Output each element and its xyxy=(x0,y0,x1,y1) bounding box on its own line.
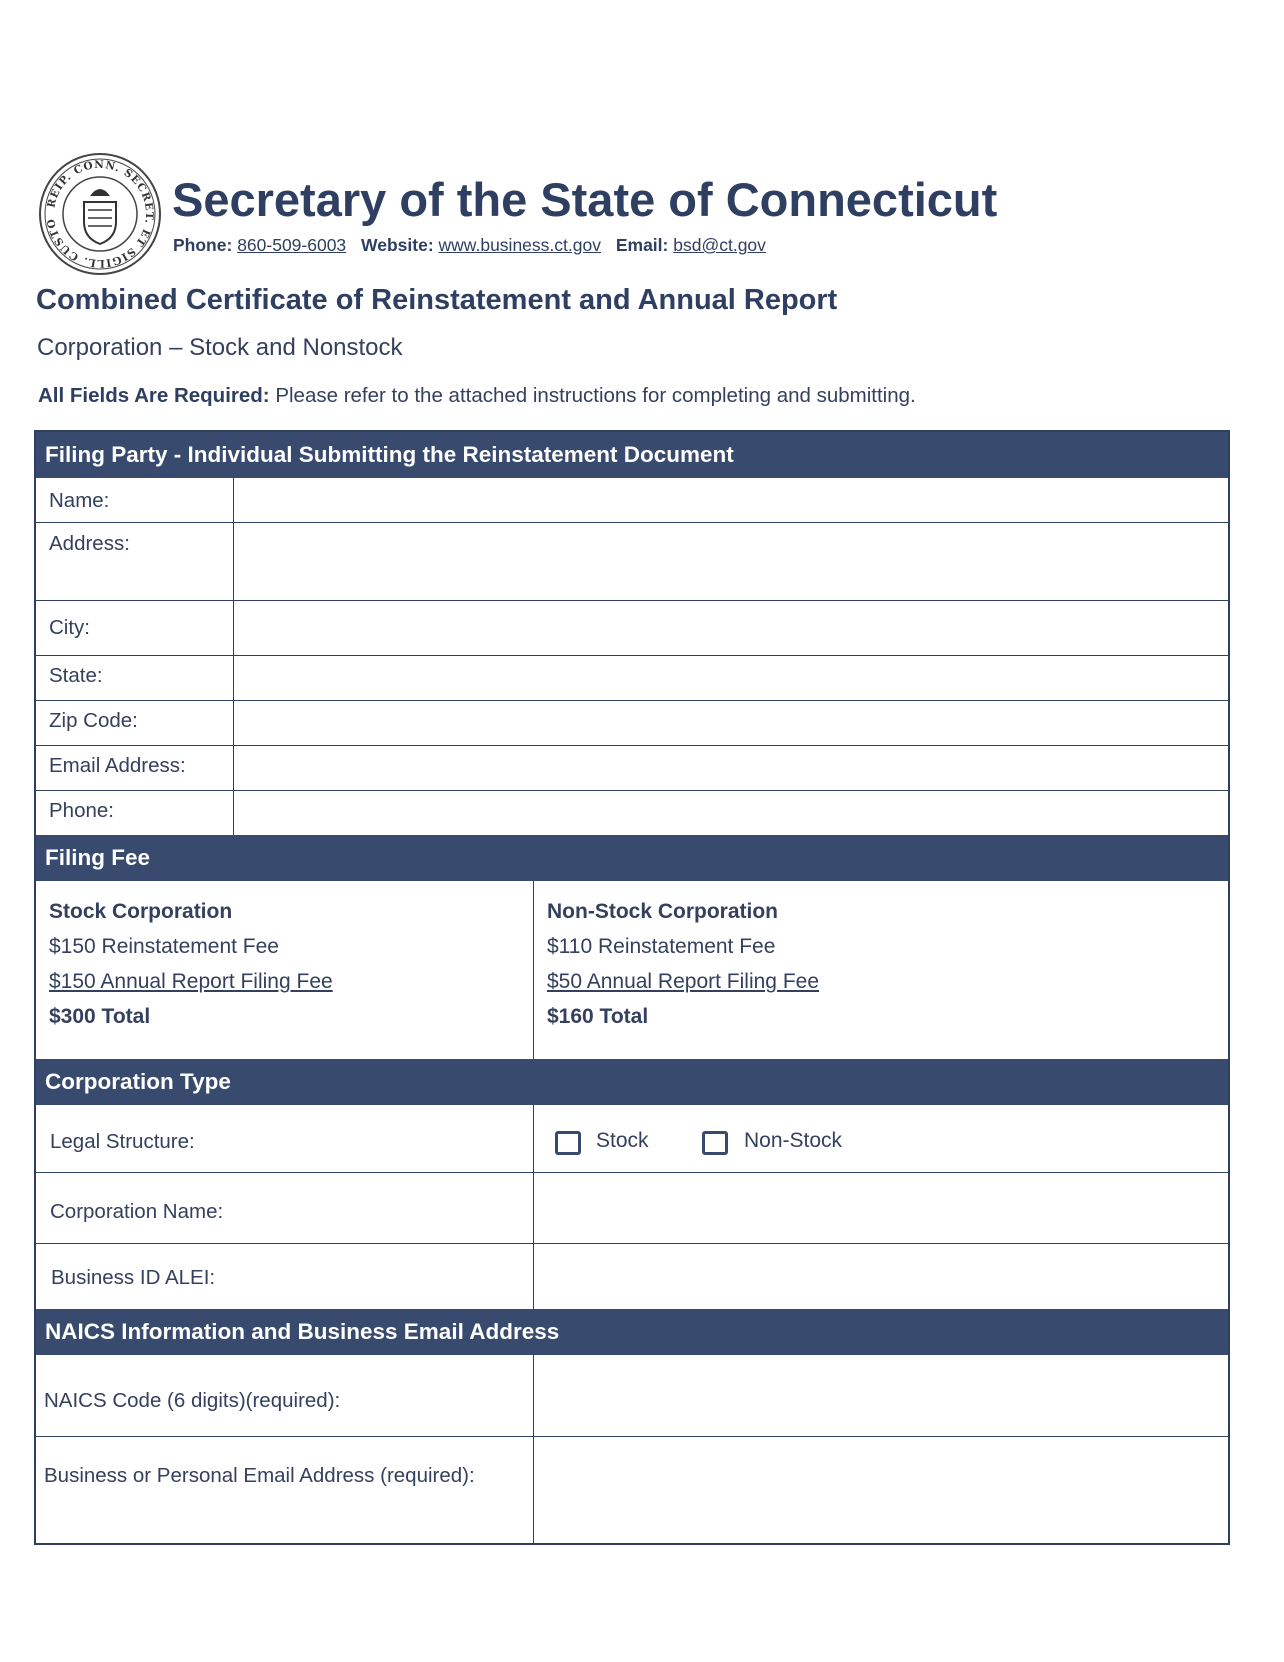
corporation-name-label: Corporation Name: xyxy=(50,1200,224,1223)
required-note xyxy=(38,384,916,408)
city-field[interactable] xyxy=(234,601,1228,655)
section-header-corporation-type: Corporation Type xyxy=(36,1059,1228,1105)
stock-fee-title: Stock Corporation xyxy=(49,900,233,923)
naics-code-field[interactable] xyxy=(534,1355,1228,1436)
email-label: Email: xyxy=(615,235,669,255)
phone-field-label: Phone: xyxy=(49,799,114,822)
business-email-field[interactable] xyxy=(534,1437,1228,1543)
reinstatement-form xyxy=(34,430,1230,1545)
business-id-label: Business ID ALEI: xyxy=(51,1266,216,1289)
email-address-label: Email Address: xyxy=(49,754,186,777)
phone-field[interactable] xyxy=(234,791,1228,835)
email-link[interactable]: bsd@ct.gov xyxy=(673,235,766,255)
zip-code-field[interactable] xyxy=(234,701,1228,745)
nonstock-fee-total: $160 Total xyxy=(547,1005,649,1028)
website-label: Website: xyxy=(361,235,434,255)
contact-line xyxy=(173,235,776,256)
naics-code-label: NAICS Code (6 digits)(required): xyxy=(44,1389,341,1412)
stock-annual-report-fee: $150 Annual Report Filing Fee xyxy=(49,970,333,993)
required-label: All Fields Are Required: xyxy=(38,384,270,407)
state-label: State: xyxy=(49,664,103,687)
document-subtitle: Corporation – Stock and Nonstock xyxy=(37,334,403,361)
address-label: Address: xyxy=(49,532,130,555)
business-id-field[interactable] xyxy=(534,1244,1228,1309)
corporation-name-field[interactable] xyxy=(534,1173,1228,1243)
stock-option-label: Stock xyxy=(596,1129,649,1152)
section-header-naics: NAICS Information and Business Email Address xyxy=(36,1309,1228,1355)
organization-name: Secretary of the State of Connecticut xyxy=(172,173,998,226)
non-stock-checkbox[interactable] xyxy=(702,1131,728,1155)
state-field[interactable] xyxy=(234,656,1228,700)
phone-link[interactable]: 860-509-6003 xyxy=(237,235,347,255)
required-text: Please refer to the attached instructions for completing and submitting. xyxy=(275,384,916,407)
stock-fee-total: $300 Total xyxy=(49,1005,151,1028)
stock-fee-block xyxy=(49,894,333,1034)
section-header-filing-party: Filing Party - Individual Submitting the Reinstatement Document xyxy=(36,432,1228,478)
stock-checkbox[interactable] xyxy=(555,1131,581,1155)
nonstock-reinstatement-fee: $110 Reinstatement Fee xyxy=(547,935,776,958)
document-title: Combined Certificate of Reinstatement and Annual Report xyxy=(36,284,838,316)
nonstock-fee-block xyxy=(547,894,819,1034)
seal-text: REIP. CONN. SECRET. ET SIGILL. CUSTO xyxy=(45,158,156,270)
legal-structure-label: Legal Structure: xyxy=(50,1130,195,1153)
address-field[interactable] xyxy=(234,523,1228,600)
zip-code-label: Zip Code: xyxy=(49,709,138,732)
non-stock-option-label: Non-Stock xyxy=(744,1129,843,1152)
email-address-field[interactable] xyxy=(234,746,1228,790)
website-link[interactable]: www.business.ct.gov xyxy=(438,235,601,255)
name-field[interactable] xyxy=(234,478,1228,522)
state-seal-logo xyxy=(38,152,162,276)
business-email-label: Business or Personal Email Address (required): xyxy=(44,1464,475,1487)
nonstock-fee-title: Non-Stock Corporation xyxy=(547,900,778,923)
nonstock-annual-report-fee: $50 Annual Report Filing Fee xyxy=(547,970,820,993)
phone-label: Phone: xyxy=(173,235,233,255)
city-label: City: xyxy=(49,616,90,639)
name-label: Name: xyxy=(49,489,110,512)
stock-reinstatement-fee: $150 Reinstatement Fee xyxy=(49,935,279,958)
section-header-filing-fee: Filing Fee xyxy=(36,835,1228,881)
